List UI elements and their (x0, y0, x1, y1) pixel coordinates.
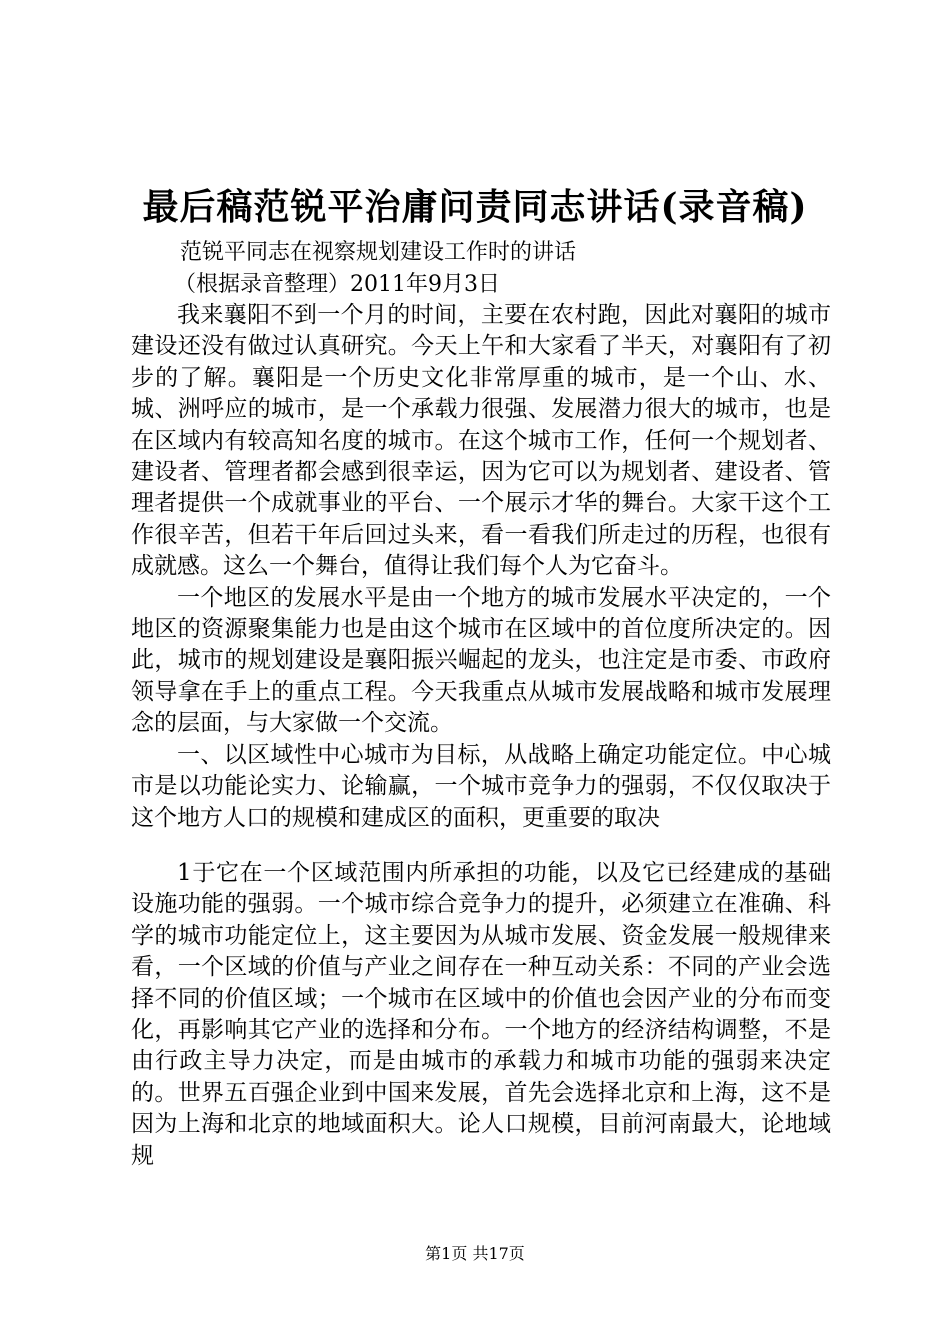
body-paragraph: 我来襄阳不到一个月的时间，主要在农村跑，因此对襄阳的城市建设还没有做过认真研究。今天上午和大家看了半天，对襄阳有了初步的了解。襄阳是一个历史文化非常厚重的城市，是一个山、水、城、洲呼应的城市，是一个承载力很强、发展潜力很大的城市，也是在区域内有较高知名度的城市。在这个城市工作，任何一个规划者、建设者、管理者都会感到很幸运，因为它可以为规划者、建设者、管理者提供一个成就事业的平台、一个展示才华的舞台。大家干这个工作很辛苦，但若干年后回过头来，看一看我们所走过的历程，也很有成就感。这么一个舞台，值得让我们每个人为它奋斗。 (131, 302, 831, 580)
body-paragraph: 1于它在一个区域范围内所承担的功能，以及它已经建成的基础设施功能的强弱。一个城市综合竞争力的提升，必须建立在准确、科学的城市功能定位上，这主要因为从城市发展、资金发展一般规律来看，一个区域的价值与产业之间存在一种互动关系：不同的产业会选择不同的价值区域；一个城市在区域中的价值也会因产业的分布而变化，再影响其它产业的选择和分布。一个地方的经济结构调整，不是由行政主导力决定，而是由城市的承载力和城市功能的强弱来决定的。世界五百强企业到中国来发展，首先会选择北京和上海，这不是因为上海和北京的地域面积大。论人口规模，目前河南最大，论地域规 (131, 859, 831, 1169)
page-footer: 第1页 共17页 (425, 1244, 525, 1263)
document-date-note: （根据录音整理）2011年9月3日 (174, 272, 500, 297)
document-subtitle: 范锐平同志在视察规划建设工作时的讲话 (180, 240, 577, 265)
body-paragraph: 一、以区域性中心城市为目标，从战略上确定功能定位。中心城市是以功能论实力、论输赢，一个城市竞争力的强弱，不仅仅取决于这个地方人口的规模和建成区的面积，更重要的取决 (131, 741, 831, 831)
document-title: 最后稿范锐平治庸问责同志讲话(录音稿) (142, 186, 808, 228)
body-paragraph: 一个地区的发展水平是由一个地方的城市发展水平决定的，一个地区的资源聚集能力也是由这个城市在区域中的首位度所决定的。因此，城市的规划建设是襄阳振兴崛起的龙头，也注定是市委、市政府领导拿在手上的重点工程。今天我重点从城市发展战略和城市发展理念的层面，与大家做一个交流。 (131, 584, 831, 737)
document-body (131, 300, 831, 1172)
